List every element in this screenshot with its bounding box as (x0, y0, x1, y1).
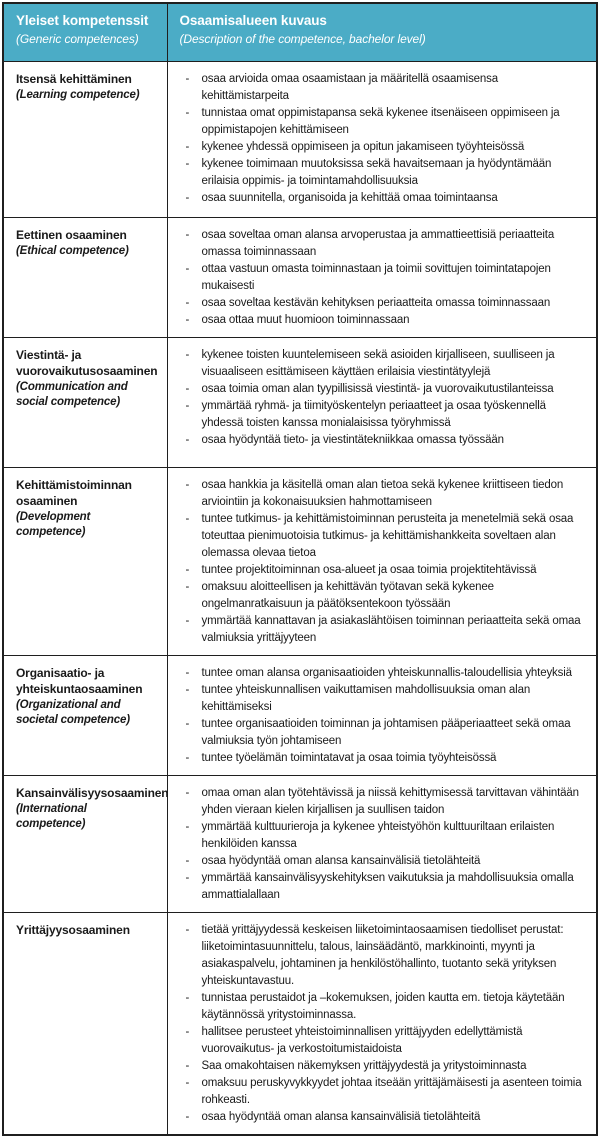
competence-label-cell (3, 337, 167, 467)
competence-description-cell (167, 775, 597, 912)
bullet-dash: - (185, 1076, 190, 1089)
header-col-competences (3, 3, 167, 61)
bullet-dash: - (185, 854, 190, 867)
bullet-text: osaa soveltaa oman alansa arvoperustaa ja ammattieettisiä periaatteita omassa toiminnassaan (201, 228, 555, 258)
bullet-item (186, 477, 589, 511)
bullet-text: osaa ottaa muut huomioon toiminnassaan (201, 313, 410, 326)
table-row (3, 337, 597, 467)
bullet-item (186, 261, 589, 295)
bullet-dash: - (185, 157, 190, 170)
competence-table (2, 2, 598, 1136)
bullet-item (186, 716, 589, 750)
competence-description-cell (167, 217, 597, 337)
bullet-item (186, 562, 589, 579)
bullet-dash: - (185, 991, 190, 1004)
competence-title: Viestintä- ja vuorovaikutusosaaminen (16, 347, 158, 378)
bullet-dash: - (185, 871, 190, 884)
bullet-item (186, 105, 589, 139)
bullet-dash: - (185, 683, 190, 696)
header-col1-subtitle: (Generic competences) (16, 32, 139, 47)
bullet-dash: - (185, 563, 190, 576)
bullet-text: omaa oman alan työtehtävissä ja niissä kehittymisessä tarvittavan vähintään yhden vieraan kielen kirjallisen ja suullisen taidon (201, 786, 579, 816)
bullet-text: tuntee projektitoiminnan osa-alueet ja osaa toimia projektitehtävissä (201, 563, 537, 576)
bullet-text: omaksuu peruskyvykkyydet johtaa itseään yrittäjämäisesti ja asenteen toimia rohkeasti. (201, 1076, 582, 1106)
competence-title: Kansainvälisyysosaaminen (16, 785, 169, 800)
bullet-item (186, 381, 589, 398)
bullet-item (186, 295, 589, 312)
bullet-text: osaa soveltaa kestävän kehityksen periaatteita omassa toiminnassaan (201, 296, 551, 309)
bullet-dash: - (185, 820, 190, 833)
bullet-item (186, 1075, 589, 1109)
competence-subtitle: (International competence) (16, 802, 87, 831)
bullet-dash: - (185, 512, 190, 525)
competence-description-cell (167, 912, 597, 1135)
bullet-item (186, 511, 589, 562)
competence-label-cell (3, 217, 167, 337)
competence-subtitle: (Learning competence) (16, 88, 140, 101)
bullet-text: osaa arvioida omaa osaamistaan ja määritellä osaamisensa kehittämistarpeita (201, 72, 499, 102)
bullet-text: osaa hyödyntää oman alansa kansainvälisiä tietolähteitä (201, 854, 481, 867)
bullet-text: tuntee työelämän toimintatavat ja osaa toimia työyhteisössä (201, 751, 497, 764)
bullet-item (186, 922, 589, 990)
competence-subtitle: (Organizational and societal competence) (16, 698, 130, 727)
bullet-dash: - (185, 191, 190, 204)
bullet-dash: - (185, 478, 190, 491)
bullet-item (186, 347, 589, 381)
header-col-description (167, 3, 597, 61)
competence-description-cell (167, 61, 597, 217)
bullet-item (186, 1024, 589, 1058)
competence-table-body (3, 61, 597, 1135)
bullet-dash: - (185, 923, 190, 936)
bullet-item (186, 156, 589, 190)
competence-title: Eettinen osaaminen (16, 227, 127, 242)
bullet-dash: - (185, 666, 190, 679)
bullet-text: omaksuu aloitteellisen ja kehittävän työtavan sekä kykenee ongelmanratkaisuun ja päätöksentekoon työssään (201, 580, 494, 610)
bullet-item (186, 870, 589, 904)
header-col2-title: Osaamisalueen kuvaus (179, 13, 327, 28)
bullet-dash: - (185, 262, 190, 275)
bullet-dash: - (185, 228, 190, 241)
competence-label-cell (3, 467, 167, 655)
bullet-text: ottaa vastuun omasta toiminnastaan ja toimii sovittujen toimintatapojen mukaisesti (201, 262, 551, 292)
bullet-item (186, 613, 589, 647)
bullet-dash: - (185, 348, 190, 361)
table-row (3, 467, 597, 655)
bullet-item (186, 227, 589, 261)
competence-description-cell (167, 655, 597, 775)
bullet-dash: - (185, 751, 190, 764)
competence-title: Itsensä kehittäminen (16, 71, 132, 86)
bullet-item (186, 990, 589, 1024)
bullet-text: osaa toimia oman alan tyypillisissä viestintä- ja vuorovaikutustilanteissa (201, 382, 554, 395)
bullet-dash: - (185, 106, 190, 119)
bullet-dash: - (185, 433, 190, 446)
bullet-dash: - (185, 1059, 190, 1072)
table-row (3, 775, 597, 912)
competence-description-cell (167, 467, 597, 655)
table-row (3, 912, 597, 1135)
bullet-item (186, 853, 589, 870)
header-col1-title: Yleiset kompetenssit (16, 13, 149, 28)
competence-label-cell (3, 912, 167, 1135)
bullet-text: ymmärtää kansainvälisyyskehityksen vaikutuksia ja mahdollisuuksia omalla ammattialallaan (201, 871, 574, 901)
competence-subtitle: (Development competence) (16, 510, 91, 539)
bullet-item (186, 785, 589, 819)
competence-subtitle: (Ethical competence) (16, 244, 129, 257)
bullet-text: ymmärtää ryhmä- ja tiimityöskentelyn periaatteet ja osaa työskennellä yhdessä toisten kanssa monialaisissa työryhmissä (201, 399, 546, 429)
competence-title: Yrittäjyysosaaminen (16, 922, 130, 937)
bullet-item (186, 750, 589, 767)
bullet-text: osaa suunnitella, organisoida ja kehittää omaa toimintaansa (201, 191, 498, 204)
competence-label-cell (3, 655, 167, 775)
competence-description-cell (167, 337, 597, 467)
bullet-item (186, 665, 589, 682)
bullet-item (186, 432, 589, 449)
bullet-text: osaa hyödyntää oman alansa kansainvälisiä tietolähteitä (201, 1110, 481, 1123)
bullet-text: tuntee oman alansa organisaatioiden yhteiskunnallis-taloudellisia yhteyksiä (201, 666, 572, 679)
competence-label-cell (3, 775, 167, 912)
bullet-dash: - (185, 614, 190, 627)
bullet-dash: - (185, 382, 190, 395)
bullet-text: kykenee yhdessä oppimiseen ja opitun jakamiseen työyhteisössä (201, 140, 525, 153)
bullet-item (186, 579, 589, 613)
bullet-dash: - (185, 1025, 190, 1038)
bullet-text: tunnistaa omat oppimistapansa sekä kykenee itsenäiseen oppimiseen ja oppimistapojen kehittämiseen (201, 106, 560, 136)
bullet-text: tuntee tutkimus- ja kehittämistoiminnan perusteita ja menetelmiä sekä osaa toteuttaa pienimuotoisia tutkimus- ja kehittämishankkeita soveltaen alan olemassa olevaa tietoa (201, 512, 574, 559)
bullet-text: ymmärtää kannattavan ja asiakaslähtöisen toiminnan periaatteita sekä omaa valmiuksia yrittäjyyteen (201, 614, 581, 644)
competence-title: Kehittämistoiminnan osaaminen (16, 477, 132, 508)
bullet-dash: - (185, 72, 190, 85)
bullet-text: ymmärtää kulttuurieroja ja kykenee yhteistyöhön kulttuuriltaan erilaisten henkilöiden kanssa (201, 820, 555, 850)
header-col2-subtitle: (Description of the competence, bachelor level) (179, 32, 426, 47)
bullet-dash: - (185, 717, 190, 730)
bullet-item (186, 682, 589, 716)
bullet-item (186, 819, 589, 853)
table-header-row (3, 3, 597, 61)
table-row (3, 655, 597, 775)
bullet-text: tietää yrittäjyydessä keskeisen liiketoimintaosaamisen tiedolliset perustat: liiketoimintasuunnittelu, talous, lainsäädäntö, markkinointi, myynti ja asiakaspalvelu, johtaminen ja henkilöstöhallinto, tuotanto sekä yrityksen yhteiskuntavastuu. (201, 923, 564, 987)
bullet-text: tunnistaa perustaidot ja –kokemuksen, joiden kautta em. tietoja käytetään käytännössä yritystoiminnassa. (201, 991, 565, 1021)
bullet-text: Saa omakohtaisen näkemyksen yrittäjyydestä ja yritystoiminnasta (201, 1059, 527, 1072)
bullet-item (186, 1058, 589, 1075)
competence-title: Organisaatio- ja yhteiskuntaosaaminen (16, 665, 143, 696)
bullet-item (186, 1109, 589, 1126)
bullet-dash: - (185, 313, 190, 326)
bullet-dash: - (185, 786, 190, 799)
bullet-item (186, 398, 589, 432)
bullet-dash: - (185, 296, 190, 309)
bullet-text: tuntee yhteiskunnallisen vaikuttamisen mahdollisuuksia oman alan kehittämiseksi (201, 683, 531, 713)
bullet-text: osaa hankkia ja käsitellä oman alan tietoa sekä kykenee kriittiseen tiedon arviointiin ja kokonaisuuksien hahmottamiseen (201, 478, 564, 508)
bullet-dash: - (185, 580, 190, 593)
bullet-dash: - (185, 140, 190, 153)
bullet-item (186, 312, 589, 329)
bullet-dash: - (185, 1110, 190, 1123)
bullet-dash: - (185, 399, 190, 412)
bullet-text: osaa hyödyntää tieto- ja viestintätekniikkaa omassa työssään (201, 433, 504, 446)
competence-label-cell (3, 61, 167, 217)
table-row (3, 61, 597, 217)
bullet-text: tuntee organisaatioiden toiminnan ja johtamisen pääperiaatteet sekä omaa valmiuksia työn johtamiseen (201, 717, 571, 747)
bullet-item (186, 71, 589, 105)
bullet-text: kykenee toimimaan muutoksissa sekä havaitsemaan ja hyödyntämään erilaisia oppimis- ja toimintamahdollisuuksia (201, 157, 552, 187)
bullet-text: kykenee toisten kuuntelemiseen sekä asioiden kirjalliseen, suulliseen ja visuaaliseen esittämiseen käyttäen erilaisia viestintätyylejä (201, 348, 555, 378)
competence-subtitle: (Communication and social competence) (16, 380, 128, 409)
bullet-item (186, 190, 589, 207)
bullet-text: hallitsee perusteet yhteistoiminnallisen yrittäjyyden edellyttämistä vuorovaikutus- ja verkostoitumistaidoista (201, 1025, 523, 1055)
table-row (3, 217, 597, 337)
bullet-item (186, 139, 589, 156)
